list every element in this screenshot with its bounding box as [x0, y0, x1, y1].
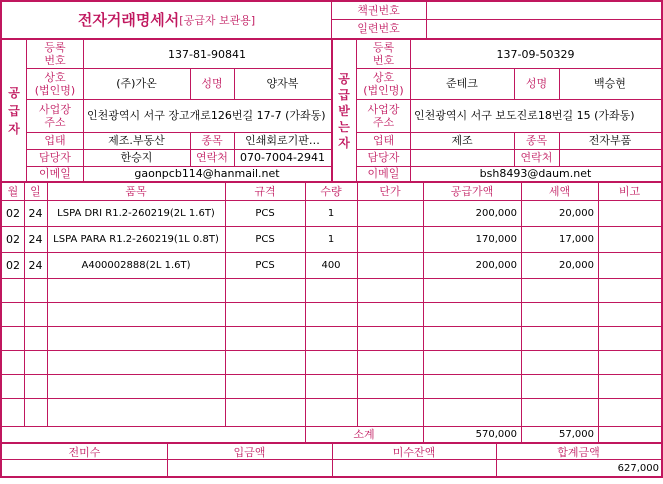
item-note [598, 201, 661, 226]
buyer-biztype-label: 업태 [372, 134, 395, 147]
title-text: 전자거래명세서 [77, 10, 180, 29]
buyer-name-label: 상호 (법인명) [363, 70, 404, 97]
buyer-reg-label: 등록 번호 [372, 41, 395, 67]
title-sub: [공급자 보관용] [179, 13, 256, 27]
supplier-bizitem: 인쇄회로기판… [245, 134, 320, 147]
col-note-header: 비고 [618, 185, 641, 198]
volume-value [426, 2, 661, 19]
prev-balance-value [2, 460, 167, 476]
buyer-biztype: 제조 [451, 134, 473, 147]
supplier-side-char: 급 [8, 103, 20, 118]
supplier-biztype-label: 업태 [44, 134, 66, 147]
item-day: 24 [28, 233, 43, 246]
item-spec: PCS [255, 234, 275, 245]
prev-balance-label: 전미수 [68, 445, 101, 459]
received-label: 입금액 [233, 445, 266, 459]
serial-label: 일련번호 [357, 22, 400, 35]
item-supply: 170,000 [475, 234, 517, 245]
supplier-addr: 인천광역시 서구 장고개로126번길 17-7 (가좌동) [87, 109, 326, 122]
col-tax-header: 세액 [548, 185, 571, 198]
buyer-rep-label: 성명 [525, 77, 548, 90]
col-supply-header: 공급가액 [450, 185, 494, 198]
item-day: 24 [28, 259, 43, 272]
col-qty-header: 수량 [320, 185, 342, 198]
supplier-email: gaonpcb114@hanmail.net [134, 167, 280, 180]
item-month: 02 [6, 259, 20, 272]
buyer-manager-label: 담당자 [367, 151, 400, 164]
supplier-side-char: 자 [8, 121, 20, 136]
buyer-side-char: 공 [338, 71, 350, 86]
col-unitprice-header: 단가 [379, 185, 401, 198]
buyer-side-char: 받 [338, 103, 350, 118]
supplier-name: (주)가온 [116, 77, 157, 90]
col-spec-header: 규격 [254, 185, 276, 198]
document-title [2, 2, 331, 38]
unpaid-value [332, 460, 496, 476]
subtotal-supply: 570,000 [475, 429, 517, 440]
item-unitprice [357, 253, 423, 278]
total-value: 627,000 [617, 462, 659, 474]
subtotal-label: 소계 [353, 428, 375, 441]
volume-label: 책권번호 [357, 4, 400, 17]
item-note [598, 227, 661, 252]
buyer-email-label: 이메일 [367, 167, 400, 180]
supplier-phone: 070-7004-2941 [240, 151, 325, 164]
supplier-side-label [2, 40, 26, 181]
serial-value [426, 19, 661, 38]
unpaid-label: 미수잔액 [392, 445, 436, 459]
total-label: 합계금액 [557, 445, 600, 459]
item-tax: 20,000 [559, 208, 594, 219]
buyer-side-char: 자 [338, 135, 350, 150]
item-spec: PCS [255, 208, 275, 219]
item-spec: PCS [255, 260, 275, 271]
supplier-email-label: 이메일 [39, 167, 71, 180]
item-qty: 400 [321, 260, 341, 271]
supplier-manager-label: 담당자 [39, 151, 71, 164]
col-item-header: 품목 [125, 185, 147, 198]
buyer-side-char: 급 [338, 87, 350, 102]
supplier-phone-label: 연락처 [196, 151, 228, 164]
item-month: 02 [6, 233, 20, 246]
item-note [598, 253, 661, 278]
buyer-reg-no: 137-09-50329 [496, 47, 575, 61]
buyer-name: 준테크 [446, 77, 478, 90]
item-qty: 1 [327, 208, 335, 219]
supplier-biztype: 제조.부동산 [108, 134, 165, 147]
supplier-rep: 양자복 [266, 77, 299, 90]
supplier-side-char: 공 [8, 85, 20, 100]
buyer-side-char: 는 [338, 119, 350, 134]
item-name: A400002888(2L 1.6T) [81, 260, 191, 271]
supplier-addr-label: 사업장 주소 [39, 102, 71, 129]
supplier-manager: 한승지 [120, 151, 153, 164]
item-tax: 20,000 [559, 260, 594, 271]
item-day: 24 [28, 207, 43, 220]
supplier-reg-no: 137-81-90841 [168, 47, 246, 61]
item-tax: 17,000 [559, 234, 594, 245]
item-supply: 200,000 [475, 260, 517, 271]
buyer-bizitem: 전자부품 [588, 134, 632, 147]
buyer-side-label [332, 40, 356, 181]
item-month: 02 [6, 207, 20, 220]
item-name: LSPA DRI R1.2-260219(2L 1.6T) [57, 208, 215, 219]
col-day-header: 일 [30, 185, 41, 198]
supplier-reg-label: 등록 번호 [44, 41, 66, 67]
buyer-phone-label: 연락처 [520, 151, 553, 164]
supplier-bizitem-label: 종목 [201, 134, 223, 147]
received-value [167, 460, 332, 476]
buyer-addr-label: 사업장 주소 [367, 102, 400, 129]
col-month-header: 월 [7, 185, 19, 198]
supplier-name-label: 상호 (법인명) [34, 70, 76, 97]
buyer-addr: 인천광역시 서구 보도진로18번길 15 (가좌동) [414, 109, 635, 122]
buyer-email: bsh8493@daum.net [479, 167, 592, 180]
item-unitprice [357, 227, 423, 252]
buyer-manager [410, 149, 514, 166]
subtotal-tax: 57,000 [559, 429, 594, 440]
item-supply: 200,000 [475, 208, 517, 219]
item-qty: 1 [327, 234, 335, 245]
supplier-rep-label: 성명 [201, 77, 223, 90]
buyer-bizitem-label: 종목 [525, 134, 548, 147]
buyer-rep: 백승현 [594, 77, 626, 90]
item-name: LSPA PARA R1.2-260219(1L 0.8T) [53, 234, 219, 245]
buyer-phone [559, 149, 661, 166]
item-unitprice [357, 201, 423, 226]
